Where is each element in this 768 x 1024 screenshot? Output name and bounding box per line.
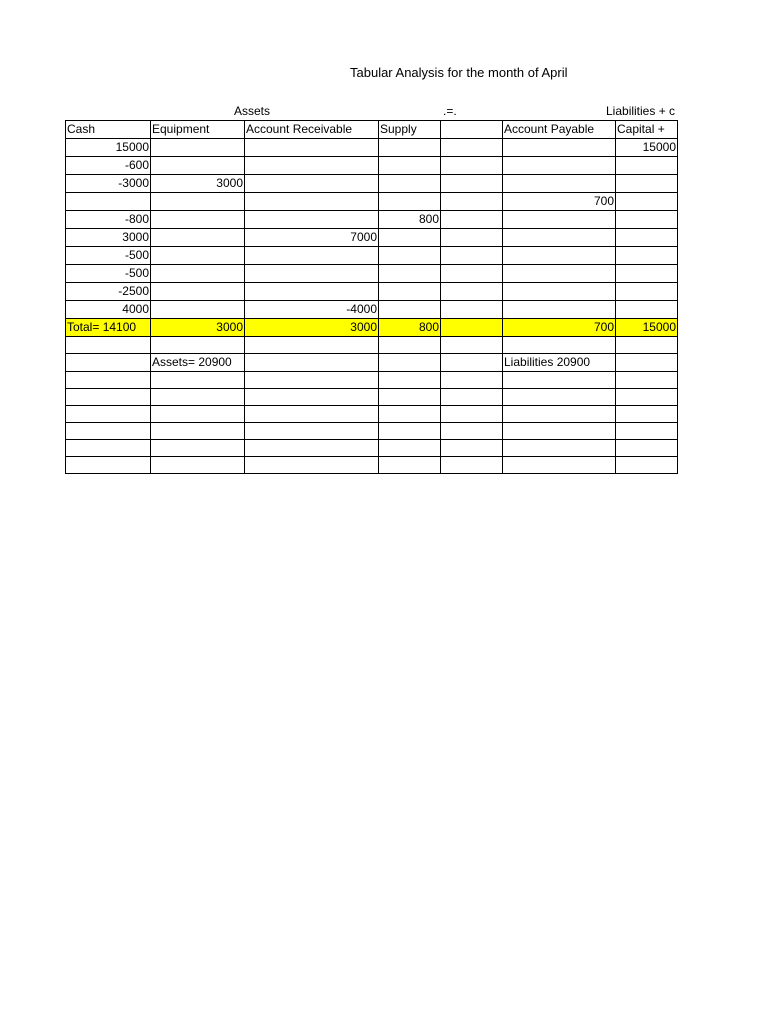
table-cell[interactable] <box>151 211 245 229</box>
table-cell[interactable] <box>441 406 503 423</box>
table-cell[interactable]: 800 <box>379 211 441 229</box>
table-cell[interactable] <box>66 423 151 440</box>
table-cell[interactable] <box>616 247 678 265</box>
table-cell[interactable] <box>379 157 441 175</box>
table-cell[interactable] <box>151 139 245 157</box>
table-cell[interactable] <box>379 175 441 193</box>
table-row <box>66 423 678 440</box>
table-cell[interactable] <box>503 229 616 247</box>
table-cell[interactable] <box>616 440 678 457</box>
table-row <box>66 406 678 423</box>
table-row <box>66 247 678 265</box>
table-cell[interactable] <box>66 193 151 211</box>
table-cell[interactable] <box>503 337 616 354</box>
table-cell[interactable] <box>503 157 616 175</box>
table-cell[interactable] <box>379 389 441 406</box>
table-cell[interactable] <box>66 457 151 474</box>
table-cell[interactable] <box>441 372 503 389</box>
liabilities-summary-cell[interactable]: Liabilities 20900 <box>503 354 616 372</box>
table-cell[interactable] <box>245 211 379 229</box>
total-cash-cell[interactable]: Total= 14100 <box>66 319 151 337</box>
table-row <box>66 229 678 247</box>
table-row <box>66 337 678 354</box>
table-cell[interactable] <box>616 175 678 193</box>
table-cell[interactable] <box>151 157 245 175</box>
table-cell[interactable] <box>616 211 678 229</box>
table-cell[interactable] <box>245 157 379 175</box>
table-cell[interactable] <box>503 389 616 406</box>
table-cell[interactable] <box>616 265 678 283</box>
table-cell[interactable] <box>379 301 441 319</box>
table-cell[interactable] <box>616 423 678 440</box>
total-capital-cell[interactable]: 15000 <box>616 319 678 337</box>
table-cell[interactable] <box>379 247 441 265</box>
table-cell[interactable] <box>616 389 678 406</box>
table-cell[interactable] <box>245 139 379 157</box>
assets-group-label: Assets <box>234 104 271 118</box>
table-cell[interactable] <box>245 283 379 301</box>
table-cell[interactable] <box>441 247 503 265</box>
table-cell[interactable] <box>245 265 379 283</box>
table-cell[interactable] <box>379 139 441 157</box>
table-cell[interactable]: -500 <box>66 265 151 283</box>
table-cell[interactable] <box>151 247 245 265</box>
table-cell[interactable]: 7000 <box>245 229 379 247</box>
table-cell[interactable] <box>441 457 503 474</box>
table-cell[interactable] <box>441 265 503 283</box>
table-cell[interactable] <box>151 423 245 440</box>
table-cell[interactable] <box>66 406 151 423</box>
table-row <box>66 372 678 389</box>
table-row <box>66 389 678 406</box>
table-row <box>66 301 678 319</box>
table-cell[interactable] <box>151 406 245 423</box>
table-cell[interactable] <box>441 157 503 175</box>
table-cell[interactable] <box>616 406 678 423</box>
table-cell[interactable] <box>503 139 616 157</box>
table-cell[interactable] <box>503 423 616 440</box>
table-cell[interactable] <box>379 372 441 389</box>
table-cell[interactable] <box>503 372 616 389</box>
table-row <box>66 440 678 457</box>
table-cell[interactable] <box>151 265 245 283</box>
table-cell[interactable] <box>245 440 379 457</box>
total-supply-cell[interactable]: 800 <box>379 319 441 337</box>
table-cell[interactable] <box>616 193 678 211</box>
table-cell[interactable]: 3000 <box>151 175 245 193</box>
table-cell[interactable] <box>151 229 245 247</box>
header-cell-account-receivable[interactable]: Account Receivable <box>245 121 379 139</box>
table-cell[interactable] <box>503 301 616 319</box>
assets-summary-cell[interactable]: Assets= 20900 <box>151 354 245 372</box>
table-cell[interactable] <box>616 283 678 301</box>
table-cell[interactable] <box>441 440 503 457</box>
table-cell[interactable] <box>441 389 503 406</box>
table-cell[interactable] <box>66 389 151 406</box>
total-equipment-cell[interactable]: 3000 <box>151 319 245 337</box>
table-row <box>66 283 678 301</box>
table-row <box>66 157 678 175</box>
table-cell[interactable] <box>151 301 245 319</box>
table-cell[interactable] <box>245 406 379 423</box>
table-cell[interactable] <box>245 423 379 440</box>
table-row <box>66 139 678 157</box>
table-cell[interactable]: -2500 <box>66 283 151 301</box>
table-row <box>66 457 678 474</box>
table-cell[interactable]: -500 <box>66 247 151 265</box>
table-row <box>66 211 678 229</box>
table-cell[interactable] <box>616 301 678 319</box>
header-row <box>66 121 678 139</box>
table-cell[interactable] <box>66 337 151 354</box>
table-cell[interactable] <box>245 337 379 354</box>
table-cell[interactable] <box>441 337 503 354</box>
table-cell[interactable]: 700 <box>503 193 616 211</box>
table-cell[interactable] <box>503 440 616 457</box>
total-account-payable-cell[interactable]: 700 <box>503 319 616 337</box>
summary-row <box>66 354 678 372</box>
table-cell[interactable] <box>503 283 616 301</box>
table-cell[interactable] <box>151 440 245 457</box>
table-cell[interactable] <box>503 211 616 229</box>
table-cell[interactable] <box>379 423 441 440</box>
header-cell-cash[interactable]: Cash <box>66 121 151 139</box>
table-cell[interactable] <box>151 389 245 406</box>
table-cell[interactable] <box>245 175 379 193</box>
table-cell[interactable] <box>151 372 245 389</box>
table-cell[interactable] <box>379 457 441 474</box>
table-cell[interactable]: -3000 <box>66 175 151 193</box>
table-cell[interactable] <box>66 372 151 389</box>
table-cell[interactable] <box>245 354 379 372</box>
table-cell[interactable] <box>503 265 616 283</box>
table-cell[interactable] <box>379 406 441 423</box>
table-cell[interactable]: -600 <box>66 157 151 175</box>
table-cell[interactable] <box>616 457 678 474</box>
table-cell[interactable] <box>379 283 441 301</box>
table-cell[interactable] <box>379 229 441 247</box>
table-cell[interactable] <box>441 354 503 372</box>
table-cell[interactable]: -800 <box>66 211 151 229</box>
table-cell[interactable] <box>441 193 503 211</box>
table-cell[interactable] <box>616 372 678 389</box>
table-cell[interactable] <box>379 354 441 372</box>
table-cell[interactable] <box>441 139 503 157</box>
table-cell[interactable] <box>245 247 379 265</box>
table-cell[interactable] <box>441 423 503 440</box>
table-cell[interactable] <box>441 211 503 229</box>
liabilities-group-label: Liabilities + c <box>606 104 676 118</box>
table-cell[interactable] <box>441 229 503 247</box>
total-account-receivable-cell[interactable]: 3000 <box>245 319 379 337</box>
table-cell[interactable] <box>503 457 616 474</box>
total-blank-cell[interactable] <box>441 319 503 337</box>
table-cell[interactable] <box>441 301 503 319</box>
table-row <box>66 175 678 193</box>
header-cell-equipment[interactable]: Equipment <box>151 121 245 139</box>
table-cell[interactable] <box>66 440 151 457</box>
table-cell[interactable] <box>616 354 678 372</box>
table-cell[interactable] <box>379 265 441 283</box>
table-cell[interactable] <box>151 193 245 211</box>
table-cell[interactable] <box>379 440 441 457</box>
tabular-analysis-table <box>65 120 678 474</box>
table-cell[interactable] <box>66 354 151 372</box>
header-cell-blank[interactable] <box>441 121 503 139</box>
table-cell[interactable] <box>245 457 379 474</box>
table-cell[interactable] <box>616 337 678 354</box>
equals-group-label: .=. <box>443 104 457 118</box>
table-cell[interactable]: -4000 <box>245 301 379 319</box>
table-cell[interactable] <box>503 175 616 193</box>
table-cell[interactable] <box>245 372 379 389</box>
table-cell[interactable]: 3000 <box>66 229 151 247</box>
table-cell[interactable] <box>503 247 616 265</box>
table-cell[interactable] <box>503 406 616 423</box>
header-cell-supply[interactable]: Supply <box>379 121 441 139</box>
table-row <box>66 193 678 211</box>
table-cell[interactable] <box>616 229 678 247</box>
table-cell[interactable] <box>441 175 503 193</box>
table-cell[interactable] <box>151 457 245 474</box>
table-row <box>66 265 678 283</box>
header-cell-capital[interactable]: Capital + <box>616 121 678 139</box>
table-cell[interactable]: 15000 <box>616 139 678 157</box>
sheet-title: Tabular Analysis for the month of April <box>350 65 568 80</box>
table-cell[interactable] <box>245 193 379 211</box>
table-cell[interactable] <box>379 337 441 354</box>
table-cell[interactable]: 15000 <box>66 139 151 157</box>
table-cell[interactable] <box>441 283 503 301</box>
table-cell[interactable] <box>379 193 441 211</box>
totals-row <box>66 319 678 337</box>
table-cell[interactable] <box>151 283 245 301</box>
header-cell-account-payable[interactable]: Account Payable <box>503 121 616 139</box>
table-cell[interactable] <box>245 389 379 406</box>
table-cell[interactable]: 4000 <box>66 301 151 319</box>
table-cell[interactable] <box>616 157 678 175</box>
table-cell[interactable] <box>151 337 245 354</box>
